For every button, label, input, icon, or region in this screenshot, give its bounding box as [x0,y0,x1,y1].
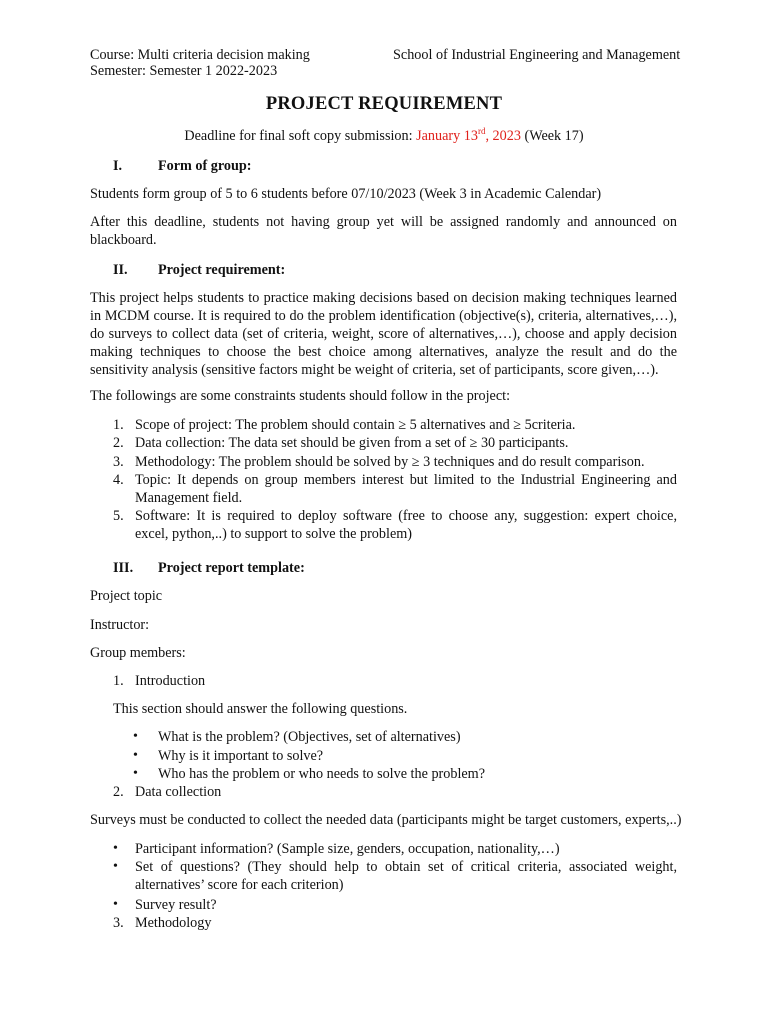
template-instructor: Instructor: [90,617,150,633]
data-collection-bullet: Participant information? (Sample size, genders, occupation, nationality,…) [135,841,560,857]
deadline-prefix: Deadline for final soft copy submission: [184,128,417,144]
bullet-icon: • [113,897,118,912]
constraint-item: Data collection: The data set should be given from a set of ≥ 30 participants. [135,435,569,451]
template-item-number: 1. [113,673,124,689]
bullet-icon: • [133,729,138,744]
constraint-number: 3. [113,454,124,470]
template-item-number: 3. [113,915,124,931]
template-project-topic: Project topic [90,588,163,604]
introduction-paragraph: This section should answer the following questions. [113,701,408,717]
introduction-bullet: Why is it important to solve? [158,748,324,764]
introduction-bullet: What is the problem? (Objectives, set of alternatives) [158,729,461,745]
bullet-icon: • [133,748,138,763]
data-collection-bullet: Set of questions? (They should help to obtain set of critical criteria, associated weight, alternatives’ score for each criterion) [135,859,677,893]
header-course: Course: Multi criteria decision making [90,47,310,63]
template-item-number: 2. [113,784,124,800]
constraint-item: Methodology: The problem should be solved by ≥ 3 techniques and do result comparison. [135,454,645,470]
bullet-icon: • [113,841,118,856]
constraint-item: Topic: It depends on group members interest but limited to the Industrial Engineering and Management field. [135,472,677,506]
data-collection-paragraph: Surveys must be conducted to collect the needed data (participants might be target customers, experts,..) [90,812,682,828]
constraint-item: Software: It is required to deploy software (free to choose any, suggestion: expert choice, excel, python,..) to support to solve the problem) [135,508,677,542]
deadline-line [0,127,768,145]
section-3-number: III. [113,560,134,576]
page-title: PROJECT REQUIREMENT [265,94,503,114]
section-1-heading: Form of group: [158,158,252,174]
constraints-intro: The followings are some constraints students should follow in the project: [90,388,511,404]
deadline-suffix: (Week 17) [520,128,584,144]
requirement-paragraph: This project helps students to practice making decisions based on decision making techniques learned in MCDM course. It is required to do the problem identification (objective(s), criteria, alternatives,…), do surveys to collect data (set of criteria, weight, score of alternatives,…), choose and apply decision making techniques to choose the best choice among alternatives, analyze the result and do the sensitivity analysis (sensitive factors might be weight of criteria, set of participants, score given,…). [90,290,677,378]
template-item-methodology: Methodology [135,915,212,931]
header-school: School of Industrial Engineering and Management [393,47,681,63]
bullet-icon: • [113,859,118,874]
constraint-number: 2. [113,435,124,451]
form-group-paragraph-1: Students form group of 5 to 6 students before 07/10/2023 (Week 3 in Academic Calendar) [90,186,602,202]
template-group-members: Group members: [90,645,186,661]
section-2-heading: Project requirement: [158,262,286,278]
constraint-number: 5. [113,508,124,524]
template-item-introduction: Introduction [135,673,206,689]
constraint-item: Scope of project: The problem should contain ≥ 5 alternatives and ≥ 5criteria. [135,417,576,433]
bullet-icon: • [133,766,138,781]
section-1-number: I. [113,158,123,174]
data-collection-bullet: Survey result? [135,897,217,913]
section-2-number: II. [113,262,128,278]
constraint-number: 4. [113,472,124,488]
section-3-heading: Project report template: [158,560,305,576]
deadline-date: January 13rd, 2023 [416,126,521,144]
constraint-number: 1. [113,417,124,433]
introduction-bullet: Who has the problem or who needs to solve the problem? [158,766,486,782]
header-semester: Semester: Semester 1 2022-2023 [90,63,278,79]
template-item-data-collection: Data collection [135,784,222,800]
form-group-paragraph-2: After this deadline, students not having group yet will be assigned randomly and announced on blackboard. [90,214,677,248]
